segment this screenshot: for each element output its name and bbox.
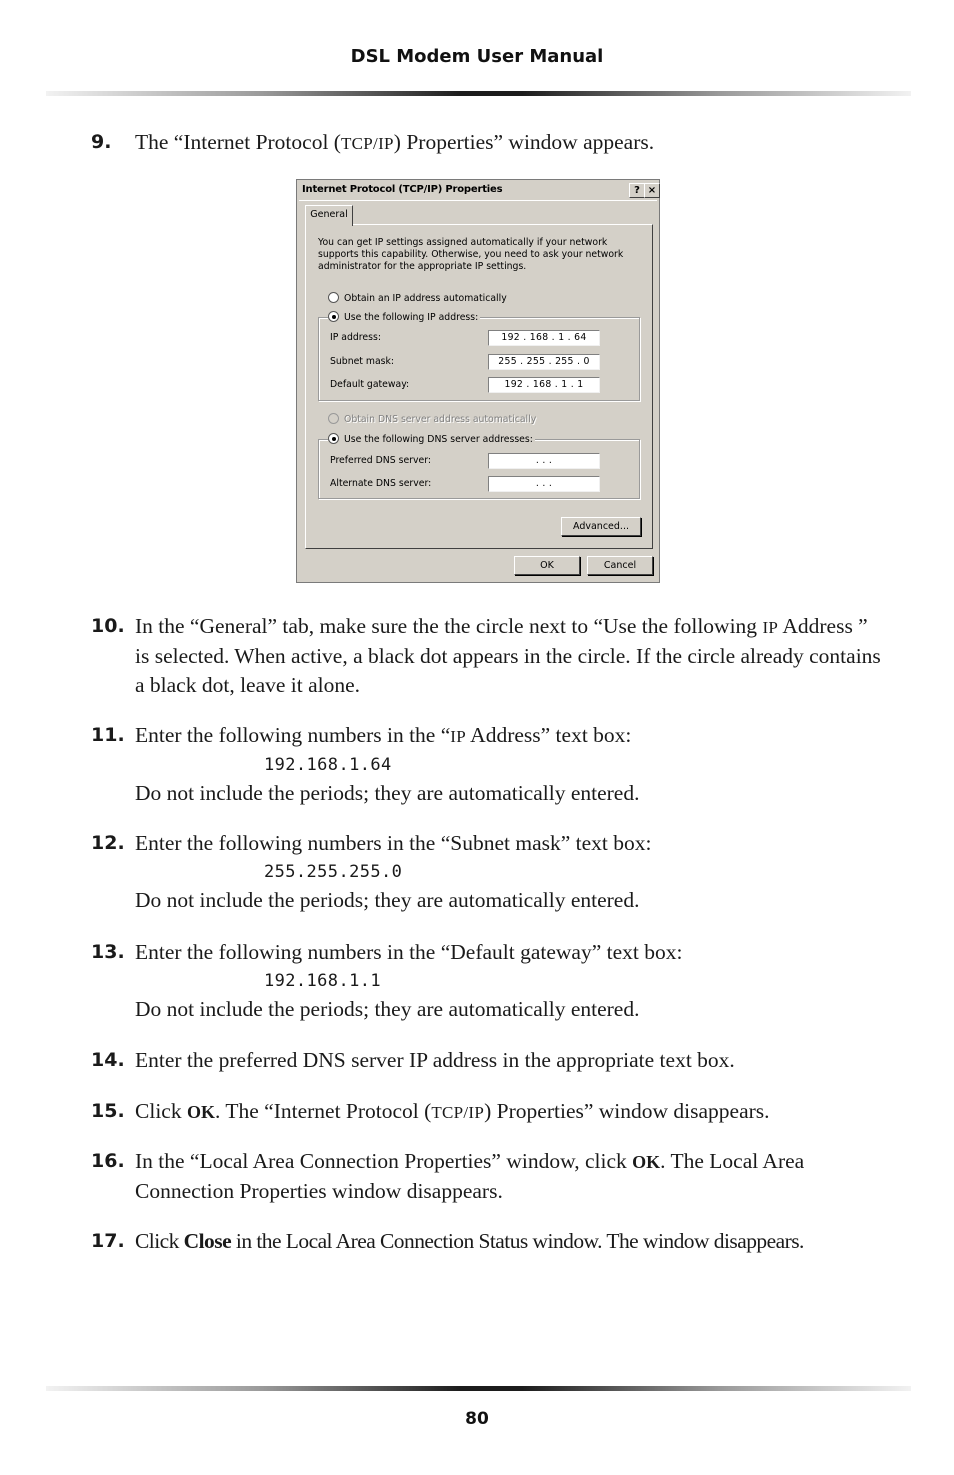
step-text: In the “Local Area Connection Properties” window, click OK. The Local Area Connection Properties window disappears.: [135, 1149, 805, 1203]
step-text: In the “General” tab, make sure the the circle next to “Use the following IP Address ” is selected. When active, a black dot appears in the circle. If the circle already contains a black dot, leave it alone.: [135, 614, 881, 697]
step-10: [91, 612, 881, 700]
radio-use-following-ip[interactable]: Use the following IP address:: [328, 311, 480, 324]
default-gateway-label: Default gateway:: [330, 379, 410, 390]
code-value: 192.168.1.1: [264, 971, 381, 991]
header-title: DSL Modem User Manual: [350, 46, 604, 67]
preferred-dns-input[interactable]: . . .: [488, 453, 600, 469]
intro-text: You can get IP settings assigned automatically if your network supports this capability. Otherwise, you need to ask your network administrator for the appropriate IP settings.: [318, 237, 624, 272]
step-number: 15.: [91, 1100, 125, 1122]
help-button[interactable]: ?: [629, 183, 645, 198]
step-number: 9.: [91, 131, 112, 153]
ok-button[interactable]: OK: [514, 556, 580, 575]
cancel-button[interactable]: Cancel: [587, 556, 653, 575]
tab-general[interactable]: General: [305, 205, 353, 226]
step-number: 12.: [91, 832, 125, 854]
dialog-title: Internet Protocol (TCP/IP) Properties: [302, 184, 503, 195]
step-text: Click OK. The “Internet Protocol (TCP/IP) Properties” window disappears.: [135, 1099, 770, 1123]
step-text: Enter the following numbers in the “Subnet mask” text box:: [135, 831, 652, 855]
advanced-button[interactable]: Advanced...: [561, 517, 641, 536]
subnet-mask-input[interactable]: 255 . 255 . 255 . 0: [488, 354, 600, 370]
close-button[interactable]: ×: [644, 183, 660, 198]
step-text: Enter the following numbers in the “Default gateway” text box:: [135, 940, 683, 964]
step-text: Enter the preferred DNS server IP address in the appropriate text box.: [135, 1048, 735, 1072]
step-number: 16.: [91, 1150, 125, 1172]
radio-obtain-ip-auto[interactable]: Obtain an IP address automatically: [328, 292, 507, 305]
page-number: 80: [465, 1409, 489, 1429]
alternate-dns-input[interactable]: . . .: [488, 476, 600, 492]
step-note: Do not include the periods; they are automatically entered.: [135, 781, 640, 805]
step-note: Do not include the periods; they are automatically entered.: [135, 997, 640, 1021]
step-number: 17.: [91, 1230, 125, 1252]
preferred-dns-label: Preferred DNS server:: [330, 455, 431, 466]
default-gateway-input[interactable]: 192 . 168 . 1 . 1: [488, 377, 600, 393]
code-value: 192.168.1.64: [264, 755, 392, 775]
ip-address-input[interactable]: 192 . 168 . 1 . 64: [488, 330, 600, 346]
radio-circle-icon: [328, 292, 339, 303]
ip-address-label: IP address:: [330, 332, 381, 343]
step-14: [91, 1046, 881, 1075]
step-16: [91, 1147, 881, 1206]
step-15: [91, 1097, 881, 1127]
step-number: 11.: [91, 724, 125, 746]
tcpip-properties-dialog: [296, 179, 660, 583]
step-11: [91, 721, 881, 808]
code-value: 255.255.255.0: [264, 862, 403, 882]
footer-rule: [46, 1386, 911, 1391]
subnet-mask-label: Subnet mask:: [330, 356, 395, 367]
step-number: 14.: [91, 1049, 125, 1071]
step-text: The “Internet Protocol (TCP/IP) Properties” window appears.: [135, 130, 655, 154]
step-text: Enter the following numbers in the “IP Address” text box:: [135, 723, 632, 747]
radio-checked-icon: [328, 311, 339, 322]
step-17: [91, 1227, 881, 1256]
step-note: Do not include the periods; they are automatically entered.: [135, 888, 640, 912]
step-12: [91, 829, 881, 915]
header-rule: [46, 91, 911, 96]
step-text: Click Close in the Local Area Connection Status window. The window disappears.: [135, 1229, 804, 1253]
dialog-titlebar: [299, 182, 657, 201]
radio-circle-icon: [328, 413, 339, 424]
radio-use-following-dns[interactable]: Use the following DNS server addresses:: [328, 433, 535, 446]
step-13: [91, 938, 881, 1024]
step-number: 13.: [91, 941, 125, 963]
radio-checked-icon: [328, 433, 339, 444]
alternate-dns-label: Alternate DNS server:: [330, 478, 432, 489]
radio-obtain-dns-auto[interactable]: Obtain DNS server address automatically: [328, 413, 536, 426]
step-number: 10.: [91, 615, 125, 637]
step-9: [91, 128, 881, 158]
